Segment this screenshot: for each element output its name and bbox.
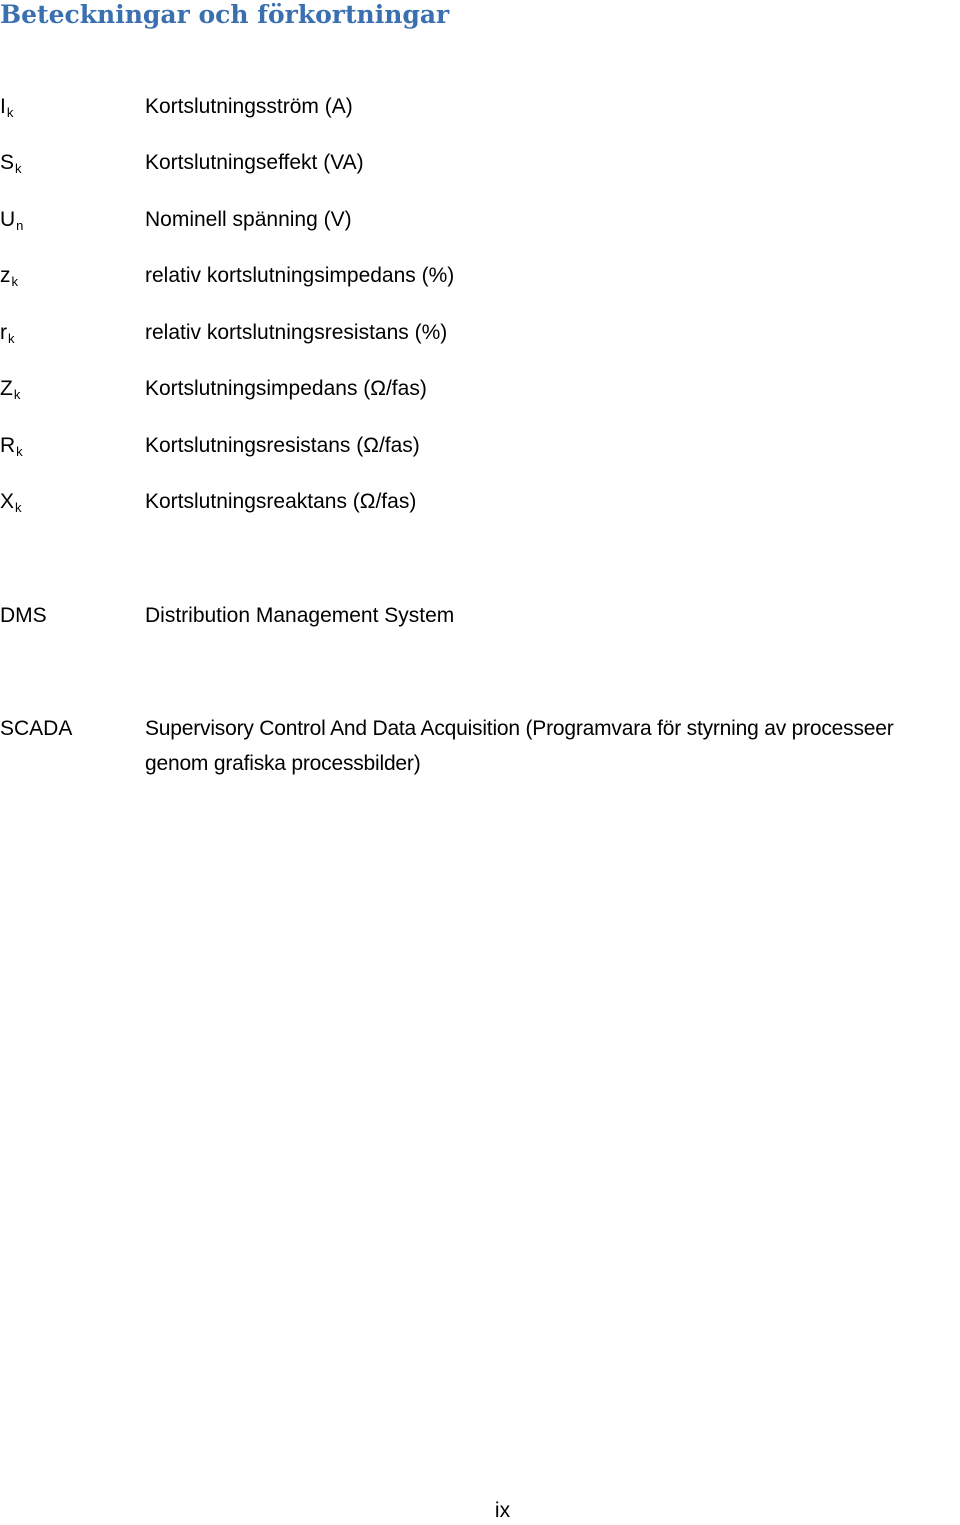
symbol-row-rk-relative	[0, 318, 960, 348]
symbol-description: Kortslutningsresistans (Ω/fas)	[145, 434, 420, 457]
symbol: $R_k$	[0, 434, 23, 459]
symbol-row-zk-relative	[0, 261, 960, 291]
abbreviation-description: Supervisory Control And Data Acquisition (Programvara för styrning av processeer genom grafiska processbilder)	[145, 717, 894, 775]
abbreviation-row-dms	[0, 601, 960, 631]
symbol: $Z_k$	[0, 377, 21, 402]
symbol-description: Kortslutningsreaktans (Ω/fas)	[145, 490, 417, 513]
symbol-description: Nominell spänning (V)	[145, 208, 352, 231]
symbol-description: relativ kortslutningsimpedans (%)	[145, 264, 455, 287]
symbol: $z_k$	[0, 264, 18, 289]
symbol-row-sk	[0, 148, 960, 178]
abbreviation: DMS	[0, 604, 47, 627]
abbreviation-description: Distribution Management System	[145, 604, 455, 627]
abbreviation-row-scada	[0, 711, 960, 783]
symbol-description: Kortslutningsimpedans (Ω/fas)	[145, 377, 427, 400]
symbol-description: relativ kortslutningsresistans (%)	[145, 321, 448, 344]
page-heading: Beteckningar och förkortningar	[0, 0, 450, 29]
page-number: ix	[494, 1499, 511, 1522]
symbol: $S_k$	[0, 151, 22, 176]
abbreviation: SCADA	[0, 717, 73, 740]
symbol-row-rk	[0, 431, 960, 461]
symbol-description: Kortslutningsström (A)	[145, 95, 353, 118]
symbol-row-zk	[0, 374, 960, 404]
symbol: $U_n$	[0, 208, 24, 233]
symbol-row-un	[0, 205, 960, 235]
symbol: $X_k$	[0, 490, 22, 515]
symbol-row-xk	[0, 487, 960, 517]
symbol-description: Kortslutningseffekt (VA)	[145, 151, 364, 174]
symbol: $I_k$	[0, 95, 14, 120]
symbol: $r_k$	[0, 321, 15, 346]
symbol-row-ik	[0, 92, 960, 122]
